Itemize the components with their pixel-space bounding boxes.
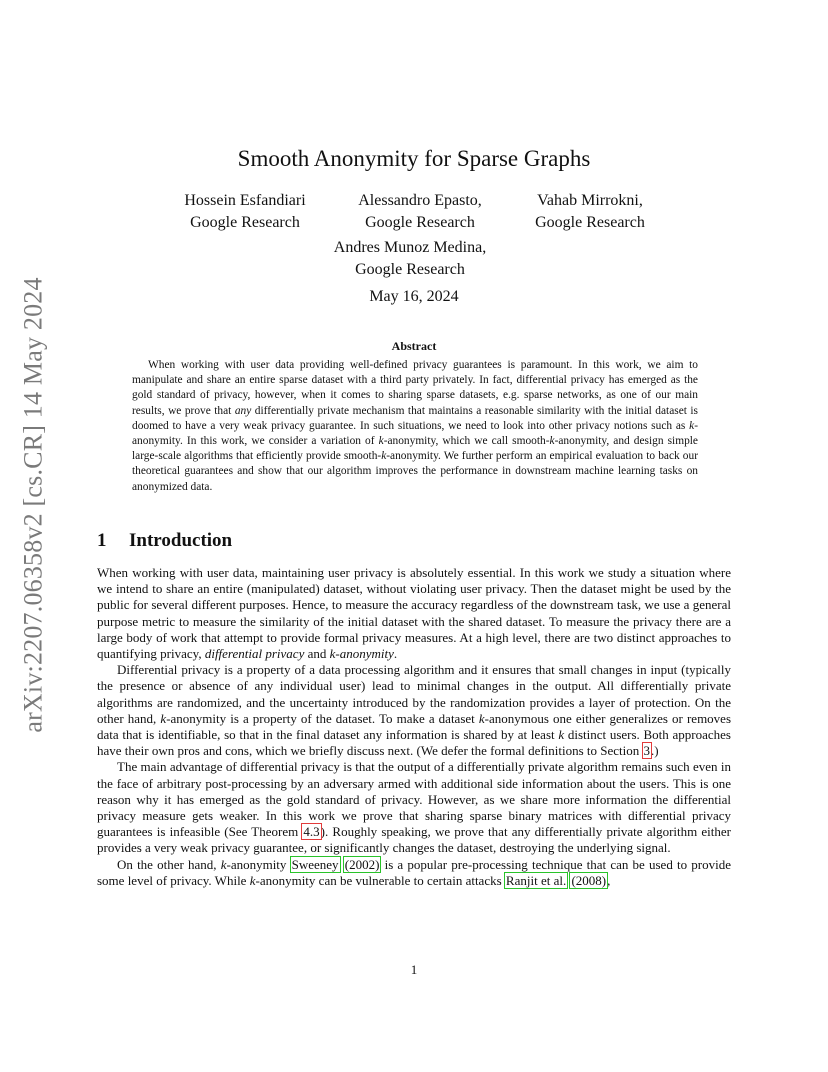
paragraph: On the other hand, k-anonymity Sweeney (2002) is a popular pre-processing technique that can be used to provide some level of privacy. While k-anonymity can be vulnerable to certain attacks Ranjit et al. (2008),	[97, 856, 732, 888]
citation-link[interactable]: (2008)	[571, 872, 607, 888]
theorem-reference-link[interactable]: 4.3	[303, 824, 320, 840]
paragraph: The main advantage of differential privacy is that the output of a differentially private algorithm remains such even in the face of arbitrary post-processing by an adversary armed with additional side information about the users. This is one reason why it has emerged as the gold standard of privacy. However, as we share more information the differential privacy measure gets weaker. In this work we prove that sharing sparse binary matrices with differential privacy guarantees is infeasible (See Theorem 4.3). Roughly speaking, we prove that any differentially private algorithm either provides a very weak privacy guarantee, or significantly changes the dataset, destroying the underlying signal.	[97, 759, 731, 856]
citation-link[interactable]: Ranjit et al.	[505, 872, 567, 888]
author-affiliation: Google Research	[535, 214, 645, 231]
abstract-text: When working with user data providing well-defined privacy guarantees is paramount. In this work, we aim to manipulate and share an entire sparse dataset with a third party privately. In fact, differential privacy has emerged as the gold standard of privacy, however, when it comes to sharing sparse datasets, e.g. sparse networks, as one of our main results, we prove that any differentially private mechanism that maintains a reasonable similarity with the initial dataset is doomed to have a very weak privacy guarantee. In such situations, we need to look into other privacy notions such as k-anonymity. In this work, we consider a variation of k-anonymity, which we call smooth-k-anonymity, and design simple large-scale algorithms that efficiently provide smooth-k-anonymity. We further perform an empirical evaluation to back our theoretical guarantees and show that our algorithm improves the performance in downstream machine learning tasks on anonymized data.	[132, 359, 698, 493]
author-block	[340, 190, 500, 234]
author-name: Hossein Esfandiari	[184, 192, 306, 209]
author-name: Vahab Mirrokni,	[537, 192, 643, 209]
paragraph: Differential privacy is a property of a data processing algorithm and it ensures that small changes in input (typically the presence or absence of any individual user) lead to minimal changes in the output. All differentially private algorithms are randomized, and the uncertainty introduced by the randomization provides a layer of protection. On the other hand, k-anonymity is a property of the dataset. To make a dataset k-anonymous one either generalizes or removes data that is identifiable, so that in the final dataset any information is shared by at least k distinct users. Both approaches have their own pros and cons, which we briefly discuss next. (We defer the formal definitions to Section 3.)	[97, 662, 732, 759]
author-block	[520, 190, 660, 234]
section-number: 1	[97, 530, 107, 551]
author-name: Alessandro Epasto,	[358, 192, 482, 209]
section-title: Introduction	[129, 530, 233, 551]
author-block	[170, 190, 320, 234]
author-block	[320, 237, 500, 281]
arxiv-identifier-text: arXiv:2207.06358v2 [cs.CR] 14 May 2024	[19, 277, 48, 733]
page-number: 1	[410, 962, 418, 977]
abstract-heading: Abstract	[391, 339, 437, 353]
paper-date: May 16, 2024	[369, 288, 459, 305]
author-affiliation: Google Research	[190, 214, 300, 231]
section-reference-link[interactable]: 3	[643, 743, 651, 759]
paper-title: Smooth Anonymity for Sparse Graphs	[237, 146, 591, 171]
introduction-body	[97, 565, 731, 889]
section-heading	[97, 530, 232, 552]
author-affiliation: Google Research	[365, 214, 475, 231]
author-name: Andres Munoz Medina,	[333, 239, 487, 256]
paragraph: When working with user data, maintaining user privacy is absolutely essential. In this work we study a situation where we intend to share an entire (manipulated) dataset, without violating user privacy. Then the dataset might be used by the public for several different purposes. Hence, to measure the accuracy regardless of the downstream task, we use a general purpose metric to measure the similarity of the initial dataset with the shared dataset. To measure the privacy there are a large body of work that attempt to provide formal privacy measures. At a high level, there are two distinct approaches to quantifying privacy, differential privacy and k-anonymity.	[97, 565, 731, 662]
citation-link[interactable]: Sweeney	[291, 856, 339, 872]
author-affiliation: Google Research	[355, 261, 465, 278]
citation-link[interactable]: (2002)	[344, 856, 380, 872]
